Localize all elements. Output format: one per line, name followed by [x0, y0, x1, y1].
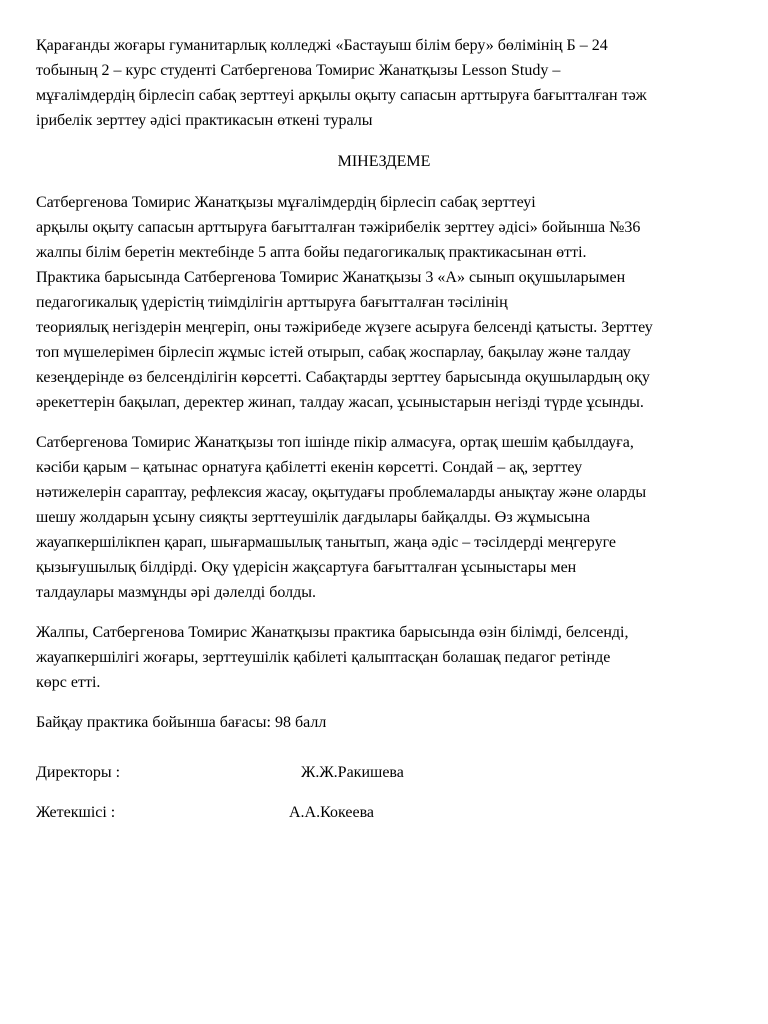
paragraph3-line: жауапкершілігі жоғары, зерттеушілік қабілеті қалыптасқан болашақ педагог ретінде	[36, 649, 611, 666]
paragraph1-line: топ мүшелерімен бірлесіп жұмыс істей отырып, сабақ жоспарлау, бақылау және талдау	[36, 344, 631, 361]
paragraph1-line: жалпы білім беретін мектебінде 5 апта бойы педагогикалық практикасынан өтті.	[36, 244, 587, 261]
header-line: мұғалімдердің бірлесіп сабақ зерттеуі арқылы оқыту сапасын арттыруға бағытталған тәж	[36, 87, 647, 104]
paragraph1-line: педагогикалық үдерістің тиімділігін арттыруға бағытталған тәсілінің	[36, 294, 508, 311]
paragraph2-line: қызығушылық білдірді. Оқу үдерісін жақсартуға бағытталған ұсыныстары мен	[36, 559, 577, 576]
grade-line: Байқау практика бойынша бағасы: 98 балл	[36, 714, 327, 731]
supervisor-name: А.А.Кокеева	[289, 804, 375, 821]
paragraph1-line: әрекеттерін бақылап, деректер жинап, талдау жасап, ұсыныстарын негізді түрде ұсынды.	[36, 394, 644, 411]
paragraph3-line: көрс етті.	[36, 674, 101, 691]
paragraph1-line: Практика барысында Сатбергенова Томирис Жанатқызы 3 «А» сынып оқушыларымен	[36, 269, 626, 286]
director-label: Директоры :	[36, 764, 121, 781]
paragraph2-line: кәсіби қарым – қатынас орнатуға қабілетті екенін көрсетті. Сондай – ақ, зерттеу	[36, 459, 583, 476]
director-name: Ж.Ж.Ракишева	[301, 764, 404, 781]
paragraph1-line: теориялық негіздерін меңгеріп, оны тәжірибеде жүзеге асыруға белсенді қатысты. Зерттеу	[36, 319, 653, 336]
paragraph2-line: шешу жолдарын ұсыну сияқты зерттеушілік дағдылары байқалды. Өз жұмысына	[36, 509, 591, 526]
header-line: Қарағанды жоғары гуманитарлық колледжі «Бастауыш білім беру» бөлімінің Б – 24	[36, 37, 608, 54]
paragraph1-line: Сатбергенова Томирис Жанатқызы мұғалімдердің бірлесіп сабақ зерттеуі	[36, 194, 536, 211]
supervisor-label: Жетекшісі :	[36, 804, 116, 821]
paragraph1-line: арқылы оқыту сапасын арттыруға бағытталған тәжірибелік зерттеу әдісі» бойынша №36	[36, 219, 641, 236]
paragraph2-line: талдаулары мазмұнды әрі дәлелді болды.	[36, 584, 317, 601]
header-line: ірибелік зерттеу әдісі практикасын өткені туралы	[36, 112, 373, 129]
paragraph2-line: жауапкершілікпен қарап, шығармашылық танытып, жаңа әдіс – тәсілдерді меңгеруге	[36, 534, 617, 551]
document-title: МІНЕЗДЕМЕ	[337, 153, 431, 170]
paragraph1-line: кезеңдерінде өз белсенділігін көрсетті. Сабақтарды зерттеу барысында оқушылардың оқу	[36, 369, 650, 386]
paragraph2-line: Сатбергенова Томирис Жанатқызы топ ішінде пікір алмасуға, ортақ шешім қабылдауға,	[36, 434, 634, 451]
header-line: тобының 2 – курс студенті Сатбергенова Томирис Жанатқызы Lesson Study –	[36, 62, 561, 79]
paragraph2-line: нәтижелерін сараптау, рефлексия жасау, оқытудағы проблемаларды анықтау және оларды	[36, 484, 647, 501]
paragraph3-line: Жалпы, Сатбергенова Томирис Жанатқызы практика барысында өзін білімді, белсенді,	[36, 624, 629, 641]
